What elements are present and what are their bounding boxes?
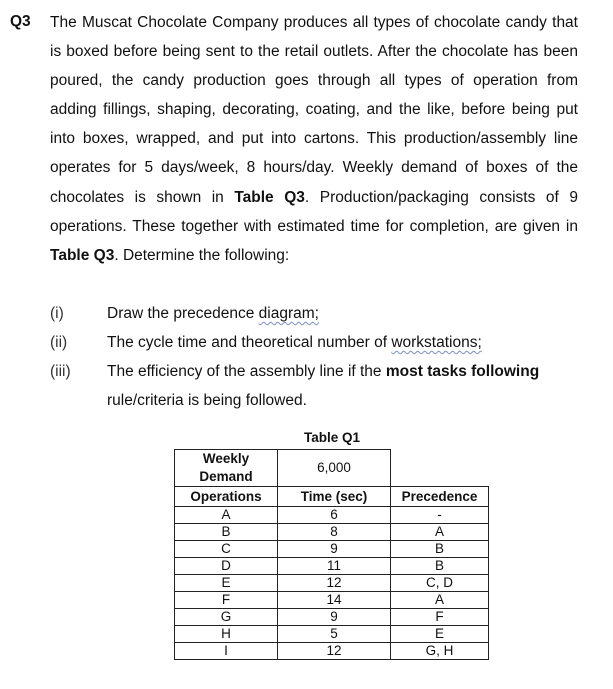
precedence-cell: C, D — [391, 575, 489, 592]
precedence-cell: F — [391, 609, 489, 626]
sub-question-text: Draw the precedence diagram; — [107, 305, 319, 322]
precedence-cell: G, H — [391, 643, 489, 660]
paragraph-text-2: . Production/packaging consists of 9 operations. These together with estimated time for completion, are given in — [50, 188, 578, 235]
time-cell: 9 — [278, 541, 391, 558]
operation-cell: A — [175, 507, 278, 524]
table-row — [175, 626, 489, 643]
sub-question-numeral: (iii) — [50, 363, 71, 380]
table-row — [175, 592, 489, 609]
time-cell: 12 — [278, 575, 391, 592]
sub-question-continuation: rule/criteria is being followed. — [107, 392, 307, 409]
question-paragraph — [50, 8, 578, 270]
precedence-cell: B — [391, 558, 489, 575]
spellcheck-underlined-word: diagram; — [258, 305, 319, 322]
table-row — [175, 643, 489, 660]
precedence-cell: - — [391, 507, 489, 524]
operation-cell: C — [175, 541, 278, 558]
operation-cell: G — [175, 609, 278, 626]
time-cell: 12 — [278, 643, 391, 660]
sub-question-iii — [50, 357, 590, 415]
operations-header: Operations — [175, 487, 278, 507]
paragraph-text-1: The Muscat Chocolate Company produces all types of chocolate candy that is boxed before being sent to the retail outlets. After the chocolate has been poured, the candy production goes through all types of operation from adding fillings, shaping, decorating, coating, and the like, before being put into boxes, wrapped, and put into cartons. This production/assembly line operates for 5 days/week, 8 hours/day. Weekly demand of boxes of the chocolates is shown in — [50, 14, 578, 206]
operation-cell: B — [175, 524, 278, 541]
precedence-cell: A — [391, 524, 489, 541]
sub-question-i — [50, 299, 590, 328]
operations-table — [174, 449, 489, 660]
operation-cell: I — [175, 643, 278, 660]
table-row — [175, 541, 489, 558]
operation-cell: D — [175, 558, 278, 575]
operation-cell: E — [175, 575, 278, 592]
table-row — [175, 575, 489, 592]
precedence-header: Precedence — [391, 487, 489, 507]
time-cell: 11 — [278, 558, 391, 575]
paragraph-text-3: . Determine the following: — [114, 246, 290, 264]
sub-question-text: The cycle time and theoretical number of workstations; — [107, 334, 482, 351]
precedence-cell: B — [391, 541, 489, 558]
table-row — [175, 507, 489, 524]
demand-row — [175, 450, 489, 487]
header-row — [175, 487, 489, 507]
weekly-demand-value: 6,000 — [278, 450, 391, 487]
operation-cell: H — [175, 626, 278, 643]
time-cell: 8 — [278, 524, 391, 541]
empty-cell — [391, 450, 489, 487]
precedence-cell: A — [391, 592, 489, 609]
table-row — [175, 609, 489, 626]
precedence-cell: E — [391, 626, 489, 643]
table-row — [175, 524, 489, 541]
time-header: Time (sec) — [278, 487, 391, 507]
time-cell: 14 — [278, 592, 391, 609]
sub-question-numeral: (i) — [50, 305, 64, 322]
operation-cell: F — [175, 592, 278, 609]
sub-question-ii — [50, 328, 590, 357]
table-reference-1: Table Q3 — [234, 188, 305, 206]
time-cell: 9 — [278, 609, 391, 626]
question-number: Q3 — [10, 13, 31, 30]
sub-question-list — [50, 299, 590, 415]
table-row — [175, 558, 489, 575]
time-cell: 6 — [278, 507, 391, 524]
time-cell: 5 — [278, 626, 391, 643]
table-caption: Table Q1 — [304, 430, 361, 445]
emphasis-text: most tasks following — [385, 363, 540, 380]
sub-question-text: The efficiency of the assembly line if the most tasks following rule/criteria is being followed. — [107, 357, 539, 415]
weekly-demand-label: Weekly Demand — [175, 450, 278, 487]
spellcheck-underlined-word: workstations; — [391, 334, 482, 351]
sub-question-numeral: (ii) — [50, 334, 68, 351]
table-reference-2: Table Q3 — [50, 246, 115, 264]
